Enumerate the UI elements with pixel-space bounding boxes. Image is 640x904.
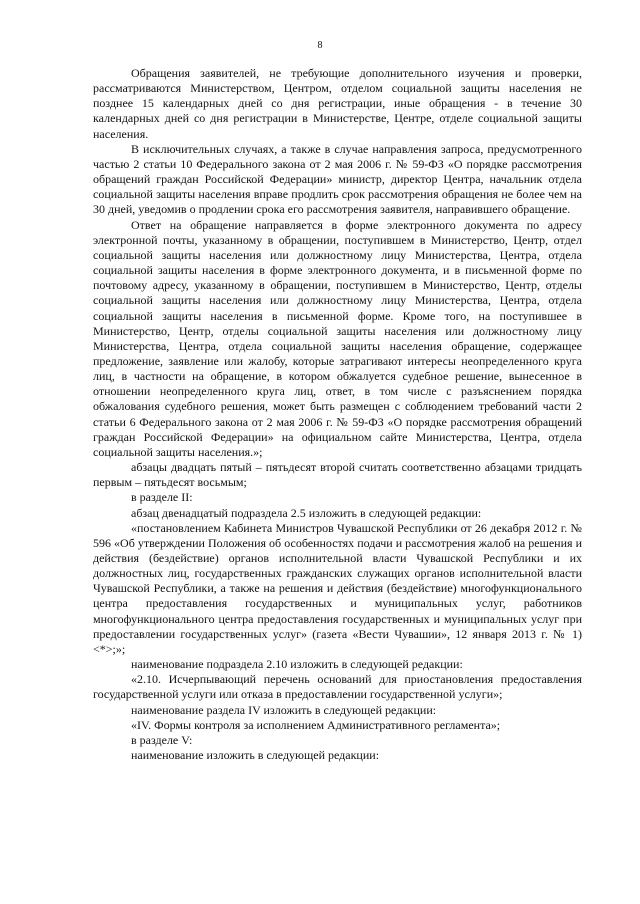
document-body	[93, 66, 582, 763]
page-number: 8	[317, 40, 323, 51]
paragraph: в разделе V:	[131, 732, 193, 747]
paragraph: в разделе II:	[131, 490, 193, 505]
paragraph: наименование подраздела 2.10 изложить в следующей редакции:	[131, 657, 463, 672]
paragraph: абзац двенадцатый подраздела 2.5 изложить в следующей редакции:	[131, 505, 482, 520]
paragraph: Ответ на обращение направляется в форме электронного документа по адресу электронной почты, указанному в обращении, поступившем в Министерство, Центр, отдел социальной защиты населения или должностному лицу Министерства, Центра, отдела социальной защиты населения в форме электронного документа, и в письменной форме по почтовому адресу, указанному в обращении, поступившем в Министерство, Центр, отделы социальной защиты населения или должностному лицу Министерства, Центра, отдела социальной защиты населения в письменной форме. Кроме того, на поступившее в Министерство, Центр, отделы социальной защиты населения или должностному лицу Министерства, Центра, отдела социальной защиты населения обращение, содержащее предложение, заявление или жалобу, которые затрагивают интересы неопределенного круга лиц, в частности на обращение, в котором обжалуется судебное решение, вынесенное в отношении неопределенного круга лиц, ответ, в том числе с разъяснением порядка обжалования судебного решения, может быть размещен с соблюдением требований части 2 статьи 6 Федерального закона от 2 мая 2006 г. № 59-ФЗ «О порядке рассмотрения обращений граждан Российской Федерации» на официальном сайте Министерства, Центра, отдела социальной защиты населения.»;	[93, 217, 582, 459]
paragraph: «2.10. Исчерпывающий перечень оснований для приостановления предоставления государственной услуги или отказа в предоставлении государственной услуги»;	[93, 672, 582, 702]
paragraph: Обращения заявителей, не требующие дополнительного изучения и проверки, рассматриваются Министерством, Центром, отделом социальной защиты населения не позднее 15 календарных дней со дня регистрации, иные обращения - в течение 30 календарных дней со дня регистрации в Министерстве, Центре, отделе социальной защиты населения.	[93, 66, 582, 141]
paragraph: В исключительных случаях, а также в случае направления запроса, предусмотренного частью 2 статьи 10 Федерального закона от 2 мая 2006 г. № 59-ФЗ «О порядке рассмотрения обращений граждан Российской Федерации» министр, директор Центра, начальник отдела социальной защиты населения вправе продлить срок рассмотрения обращения не более чем на 30 дней, уведомив о продлении срока его рассмотрения заявителя, направившего обращение.	[93, 141, 582, 217]
paragraph: абзацы двадцать пятый – пятьдесят второй считать соответственно абзацами тридцать первым – пятьдесят восьмым;	[93, 460, 582, 490]
paragraph: «IV. Формы контроля за исполнением Административного регламента»;	[131, 717, 501, 732]
paragraph: «постановлением Кабинета Министров Чувашской Республики от 26 декабря 2012 г. № 596 «Об утверждении Положения об особенностях подачи и рассмотрения жалоб на решения и действия (бездействие) органов исполнительной власти Чувашской Республики и их должностных лиц, государственных гражданских служащих органов исполнительной власти Чувашской Республики, а также на решения и действия (бездействие) многофункционального центра предоставления государственных и муниципальных услуг, работников многофункционального центра предоставления государственных и муниципальных услуг при предоставлении государственных услуг» (газета «Вести Чувашии», 12 января 2013 г. № 1) <*>;»;	[93, 520, 582, 656]
paragraph: наименование изложить в следующей редакции:	[131, 748, 380, 763]
paragraph: наименование раздела IV изложить в следующей редакции:	[131, 702, 437, 717]
